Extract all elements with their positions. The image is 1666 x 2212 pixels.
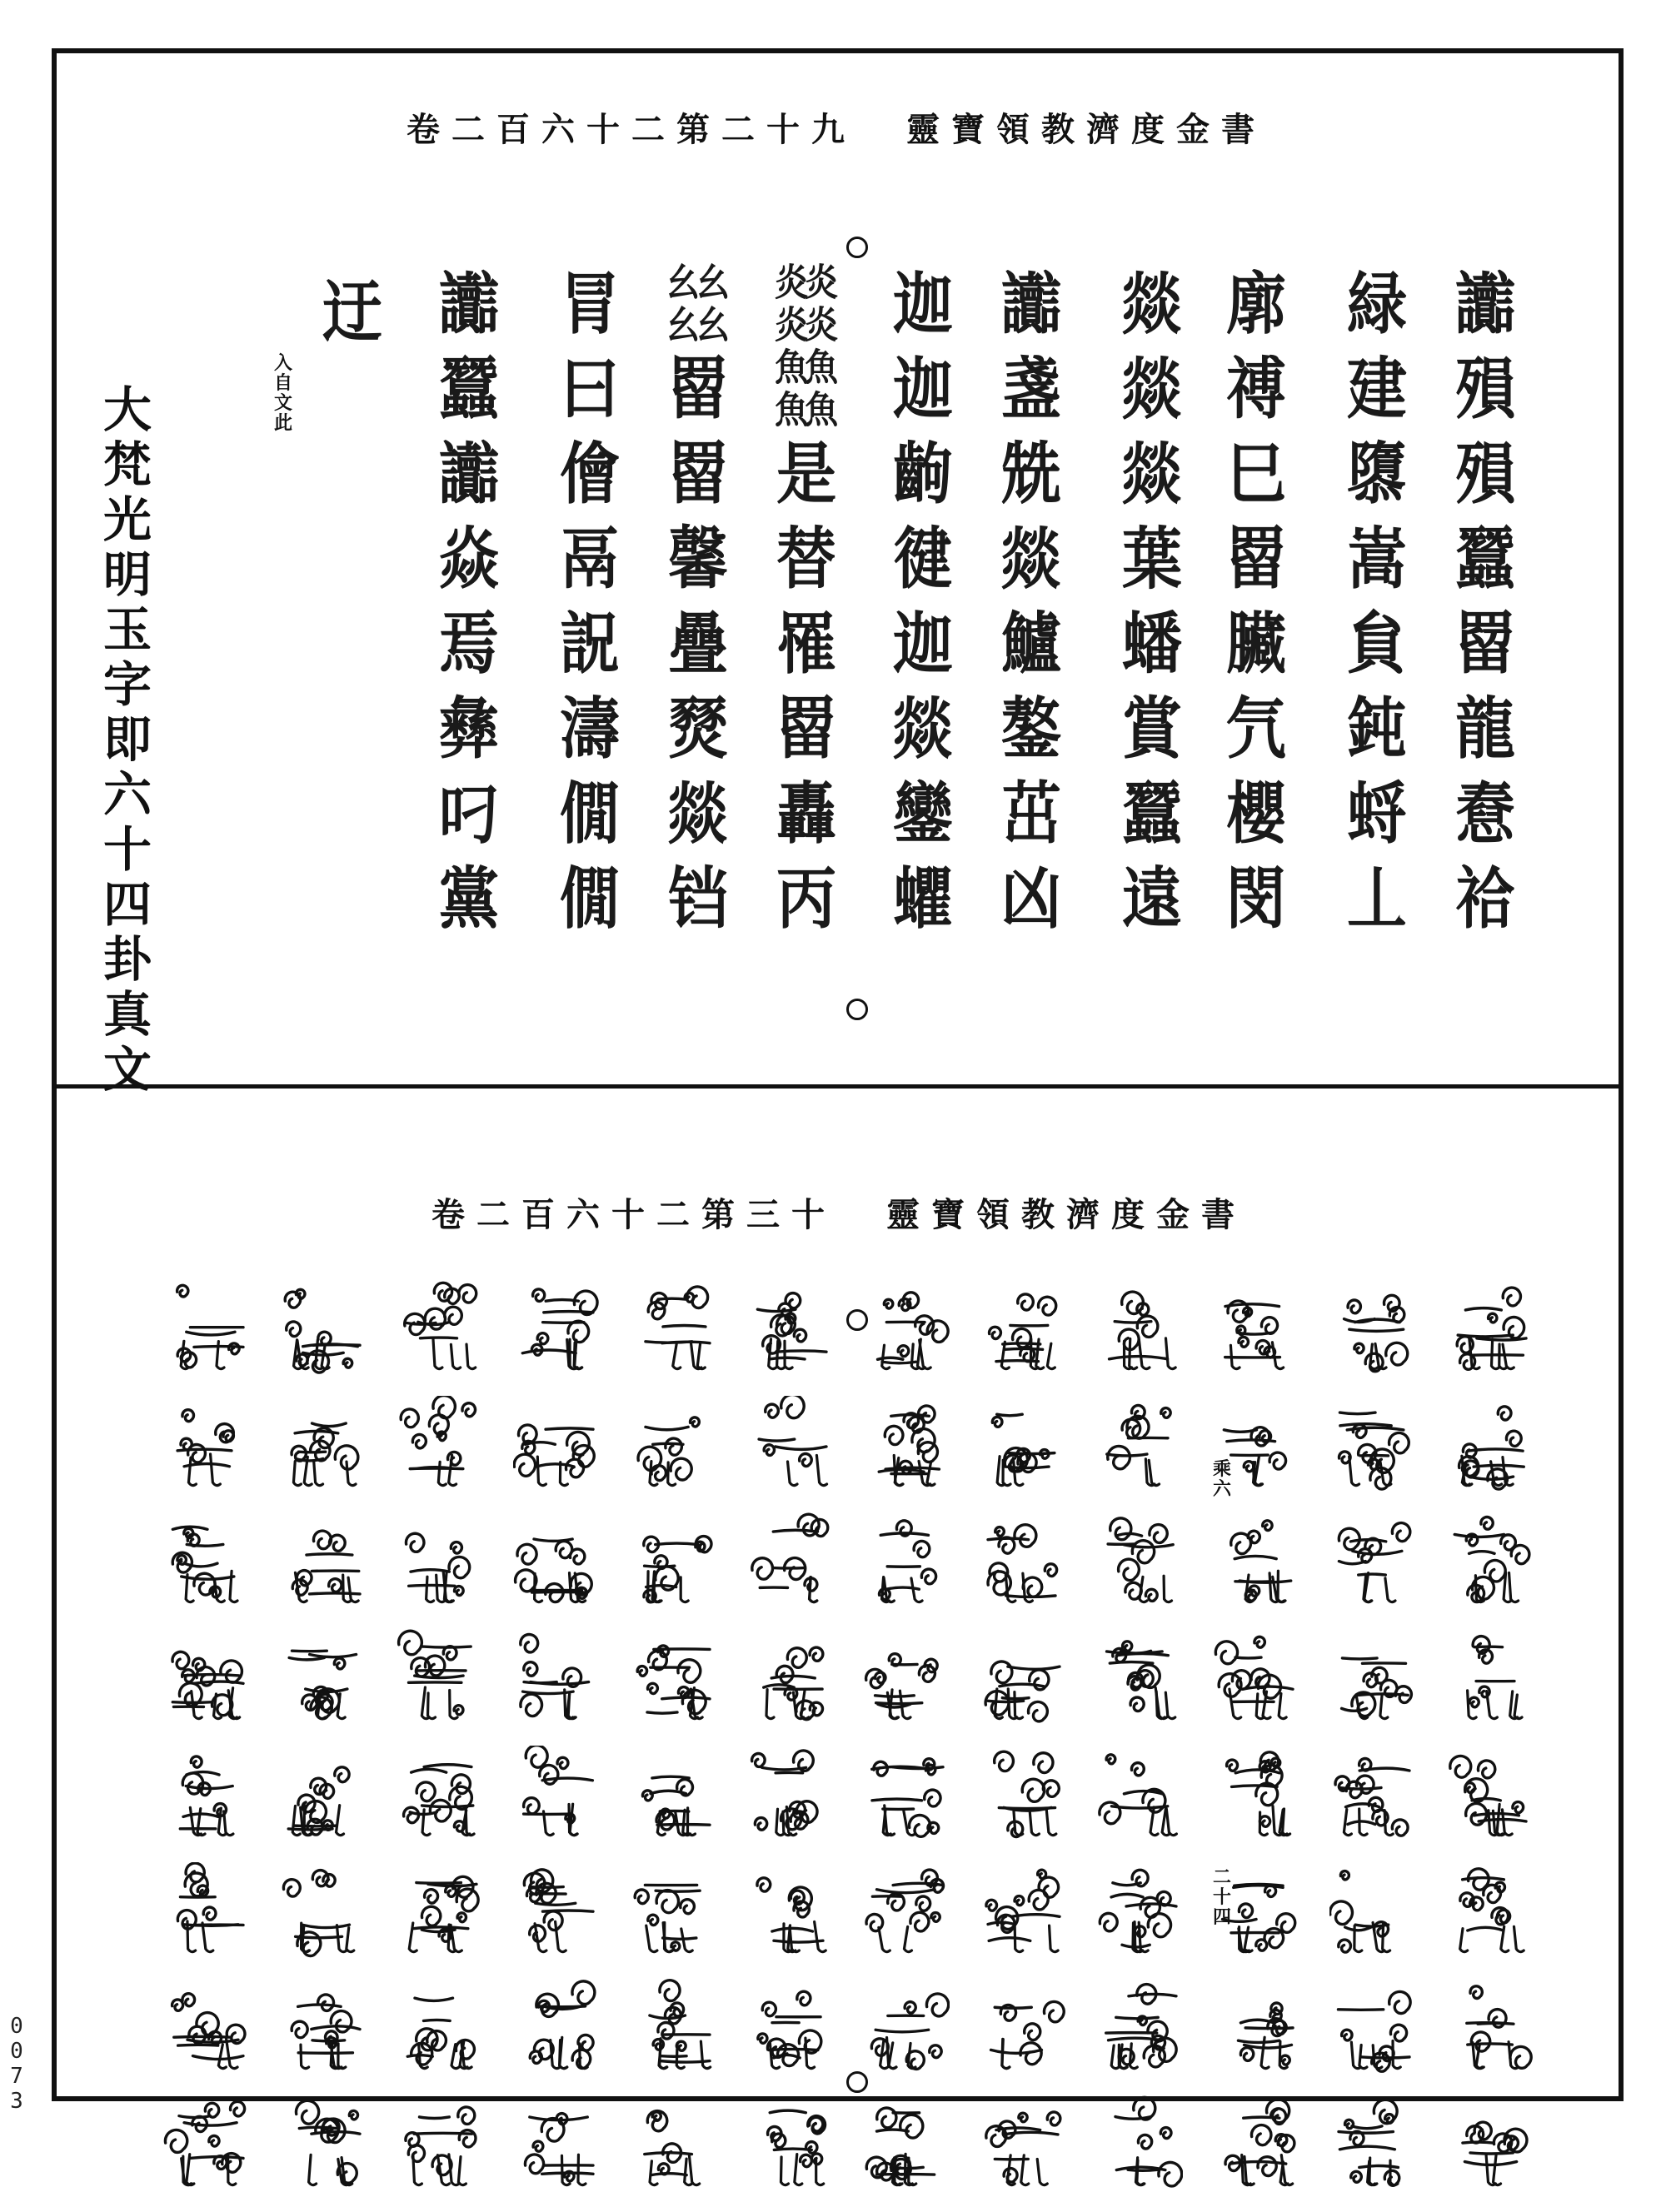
seal-character: 是 [776,433,833,514]
seal-column [551,262,626,941]
talisman-glyph [163,1396,250,1492]
talisman-glyph [1329,1746,1416,1842]
talisman-glyph [980,1512,1066,1609]
seal-character: 蛶 [1346,773,1404,854]
talisman-glyph [397,1512,483,1609]
talisman-glyph [980,1396,1066,1492]
talisman-glyph [980,2095,1066,2192]
talisman-glyph [1213,1279,1299,1376]
seal-character: 幺幺 [666,261,726,305]
seal-character: 兟 [1000,433,1058,514]
seal-character: 罶 [776,688,833,769]
seal-character: 盞 [1000,348,1058,429]
seal-character: 鱸 [1000,603,1058,684]
seal-character: 燚 [892,688,950,769]
talisman-glyph [280,1512,367,1609]
talisman-glyph [1096,1746,1183,1842]
seal-character: 貟 [1346,603,1404,684]
talisman-glyph [863,2095,950,2192]
binding-hole-mid [846,999,868,1020]
talisman-glyph [1213,1979,1299,2075]
seal-character: 蠶 [438,348,496,429]
talisman-glyph [513,1512,600,1609]
seal-character: 燚 [1121,348,1179,429]
talisman-glyph [280,1279,367,1376]
talisman-glyph [746,1979,833,2075]
bottom-header [431,1188,1246,1236]
seal-character: 葉 [1121,518,1179,599]
seal-character-repeat: 炎炎 [775,303,835,347]
sidebar-title: 大梵光明玉字即六十四卦真文 [102,381,152,1098]
seal-character: 鬲 [559,518,616,599]
annotation-note-a: 乘六 [1212,1458,1231,1500]
talisman-glyph [746,1279,833,1376]
seal-column [767,262,842,941]
talisman-glyph [280,1629,367,1726]
talisman-glyph [1329,1396,1416,1492]
talisman-glyph [163,2095,250,2192]
seal-character: 隳 [1346,433,1404,514]
talisman-glyph [863,1979,950,2075]
seal-character: 替 [776,518,833,599]
seal-character: 燚 [1121,433,1179,514]
talisman-glyph [1329,1279,1416,1376]
seal-column [1338,262,1413,941]
talisman-glyph [397,1279,483,1376]
seal-character: 黨 [438,858,496,939]
seal-character: 殞 [1454,348,1512,429]
seal-character: 罶 [667,433,725,514]
talisman-glyph [746,1862,833,1959]
seal-character: 曰 [559,348,616,429]
talisman-glyph [1213,1629,1299,1726]
glyph-column [1096,1279,1188,2212]
talisman-glyph [863,1279,950,1376]
seal-column [1217,262,1292,941]
seal-character: 蠶 [1121,773,1179,854]
seal-column [1446,262,1521,941]
glyph-column [163,1279,255,2212]
seal-character: 罶 [1454,603,1512,684]
page-number-digit: 3 [10,2089,23,2114]
talisman-glyph [1329,1512,1416,1609]
talisman-glyph [397,1629,483,1726]
talisman-glyph [630,1862,716,1959]
seal-character: 燹 [667,688,725,769]
talisman-glyph [1096,1396,1183,1492]
seal-character: 遠 [1121,858,1179,939]
talisman-glyph [1096,1279,1183,1376]
seal-character: 迦 [892,603,950,684]
talisman-glyph [1329,1862,1416,1959]
bottom-header-title: 靈寶領教濟度金書 [886,1195,1246,1234]
seal-character: 馨 [667,518,725,599]
talisman-glyph [1213,1512,1299,1609]
seal-character: 凶 [1000,858,1058,939]
talisman-glyph [1446,2095,1533,2192]
seal-character: 燚 [667,773,725,854]
talisman-glyph [980,1279,1066,1376]
glyph-column [513,1279,605,2212]
seal-character: 齣 [892,433,950,514]
seal-character: 建 [1346,348,1404,429]
seal-column [1113,262,1188,941]
talisman-glyph [980,1979,1066,2075]
seal-column [884,262,959,941]
talisman-glyph [513,1629,600,1726]
seal-character: 緑 [1346,263,1404,344]
talisman-glyph [746,1512,833,1609]
seal-character: 臟 [1225,603,1283,684]
seal-character-repeat: 幺幺 [666,303,726,347]
talisman-glyph [1096,1862,1183,1959]
seal-character: 讟 [1000,263,1058,344]
seal-character: 魚魚 [775,346,835,390]
seal-character: 櫻 [1225,773,1283,854]
glyph-column [397,1279,488,2212]
talisman-glyph [1446,1862,1533,1959]
seal-character: 憃 [1454,773,1512,854]
talisman-glyph [630,1979,716,2075]
talisman-glyph [397,1746,483,1842]
glyph-column [280,1279,372,2212]
glyph-column [1446,1279,1538,2212]
talisman-glyph [397,2095,483,2192]
seal-character: 禣 [1225,348,1283,429]
talisman-glyph [1213,2095,1299,2192]
talisman-glyph [163,1279,250,1376]
glyph-column [980,1279,1071,2212]
talisman-glyph [1096,1629,1183,1726]
seal-character: 讟 [1454,263,1512,344]
seal-column [430,262,505,941]
glyph-column [1329,1279,1421,2212]
talisman-glyph [1446,1629,1533,1726]
seal-character: 彝 [438,688,496,769]
annotation-note: 入自文此 [273,352,292,434]
talisman-glyph [630,1512,716,1609]
seal-character: 蟠 [1121,603,1179,684]
seal-character: 鑾 [892,773,950,854]
talisman-glyph [1329,1979,1416,2075]
seal-character: 濤 [559,688,616,769]
talisman-glyph [1213,1396,1299,1492]
seal-column [659,262,734,941]
talisman-glyph [513,1979,600,2075]
seal-character: 鏊 [1000,688,1058,769]
talisman-glyph [163,1979,250,2075]
seal-character: 詋 [559,603,616,684]
talisman-glyph [1096,1512,1183,1609]
glyph-column [746,1279,838,2212]
glyph-column [863,1279,955,2212]
seal-character: 炎炎 [775,261,835,305]
talisman-glyph [630,1396,716,1492]
seal-column [992,262,1067,941]
seal-character: 焉 [438,603,496,684]
talisman-glyph [280,1979,367,2075]
bottom-header-volume: 卷二百六十二第三十 [431,1195,836,1234]
talisman-glyph [513,1279,600,1376]
seal-character: 茁 [1000,773,1058,854]
talisman-glyph [980,1746,1066,1842]
seal-character: 讟 [438,433,496,514]
seal-character: 丙 [776,858,833,939]
talisman-glyph [163,1629,250,1726]
talisman-glyph [863,1746,950,1842]
talisman-glyph [163,1746,250,1842]
talisman-glyph [397,1396,483,1492]
page-number-digit: 0 [10,2039,23,2064]
seal-character: 僩 [559,858,616,939]
talisman-glyph [1213,1862,1299,1959]
talisman-glyph [980,1629,1066,1726]
seal-character: 殞 [1454,433,1512,514]
seal-character: 罶 [667,348,725,429]
binding-hole-top [846,237,868,258]
glyph-column [630,1279,721,2212]
talisman-glyph [1096,2095,1183,2192]
seal-character: 鈍 [1346,688,1404,769]
seal-character: 賞 [1121,688,1179,769]
talisman-glyph [746,1396,833,1492]
seal-character: 氕 [1225,688,1283,769]
seal-character: 龍 [1454,688,1512,769]
talisman-glyph [1446,1746,1533,1842]
talisman-glyph [163,1862,250,1959]
talisman-glyph [397,1979,483,2075]
talisman-glyph [1329,1629,1416,1726]
talisman-glyph [280,1862,367,1959]
talisman-glyph [863,1629,950,1726]
seal-character: 廓 [1225,263,1283,344]
talisman-glyph [513,1396,600,1492]
seal-character: 嵩 [1346,518,1404,599]
glyph-column [1213,1279,1304,2212]
seal-character: 僩 [559,773,616,854]
talisman-glyph [1446,1979,1533,2075]
talisman-glyph [863,1862,950,1959]
bottom-panel [57,1089,1619,2096]
seal-character: 蠷 [892,858,950,939]
talisman-glyph [280,2095,367,2192]
seal-character: 叼 [438,773,496,854]
seal-character: 祫 [1454,858,1512,939]
seal-character-repeat: 魚魚 [775,388,835,432]
talisman-glyph [630,1629,716,1726]
talisman-glyph [1329,2095,1416,2192]
seal-character: 巳 [1225,433,1283,514]
talisman-glyph [630,1279,716,1376]
seal-character: 罹 [776,603,833,684]
top-panel [57,53,1619,1098]
seal-character: 蠶 [1454,518,1512,599]
annotation-note-b: 二十四 [1212,1866,1231,1928]
talisman-glyph [746,1746,833,1842]
talisman-glyph [863,1512,950,1609]
talisman-glyph [863,1396,950,1492]
talisman-glyph [513,2095,600,2192]
talisman-glyph [630,2095,716,2192]
seal-character: 丄 [1346,858,1404,939]
talisman-glyph [630,1746,716,1842]
seal-character: 轟 [776,773,833,854]
talisman-glyph [280,1746,367,1842]
page-number-digit: 7 [10,2064,23,2089]
talisman-glyph [746,2095,833,2192]
talisman-glyph [163,1512,250,1609]
talisman-glyph [513,1862,600,1959]
seal-character: 迂 [322,272,379,352]
seal-character: 疊 [667,603,725,684]
talisman-glyph [1446,1279,1533,1376]
seal-character: 迦 [892,348,950,429]
talisman-glyph [397,1862,483,1959]
talisman-glyph [1446,1512,1533,1609]
seal-character: 冐 [559,263,616,344]
talisman-glyph [513,1746,600,1842]
seal-character: 閔 [1225,858,1283,939]
seal-column [313,270,388,355]
talisman-glyph [1213,1746,1299,1842]
seal-character: 讟 [438,263,496,344]
top-header [407,103,1266,151]
top-header-title: 靈寶領教濟度金書 [906,110,1266,149]
page-number [0,2014,33,2114]
talisman-glyph [746,1629,833,1726]
seal-character: 焱 [438,518,496,599]
talisman-glyph [280,1396,367,1492]
page-number-digit: 0 [10,2014,23,2039]
top-header-volume: 卷二百六十二第二十九 [407,110,856,149]
seal-character: 罶 [1225,518,1283,599]
seal-character: 迦 [892,263,950,344]
seal-character: 铛 [667,858,725,939]
seal-character: 儈 [559,433,616,514]
seal-character: 徤 [892,518,950,599]
seal-character: 燚 [1121,263,1179,344]
talisman-glyph [1446,1396,1533,1492]
page-frame [52,48,1624,2101]
seal-character: 燚 [1000,518,1058,599]
talisman-glyph [1096,1979,1183,2075]
talisman-glyph [980,1862,1066,1959]
